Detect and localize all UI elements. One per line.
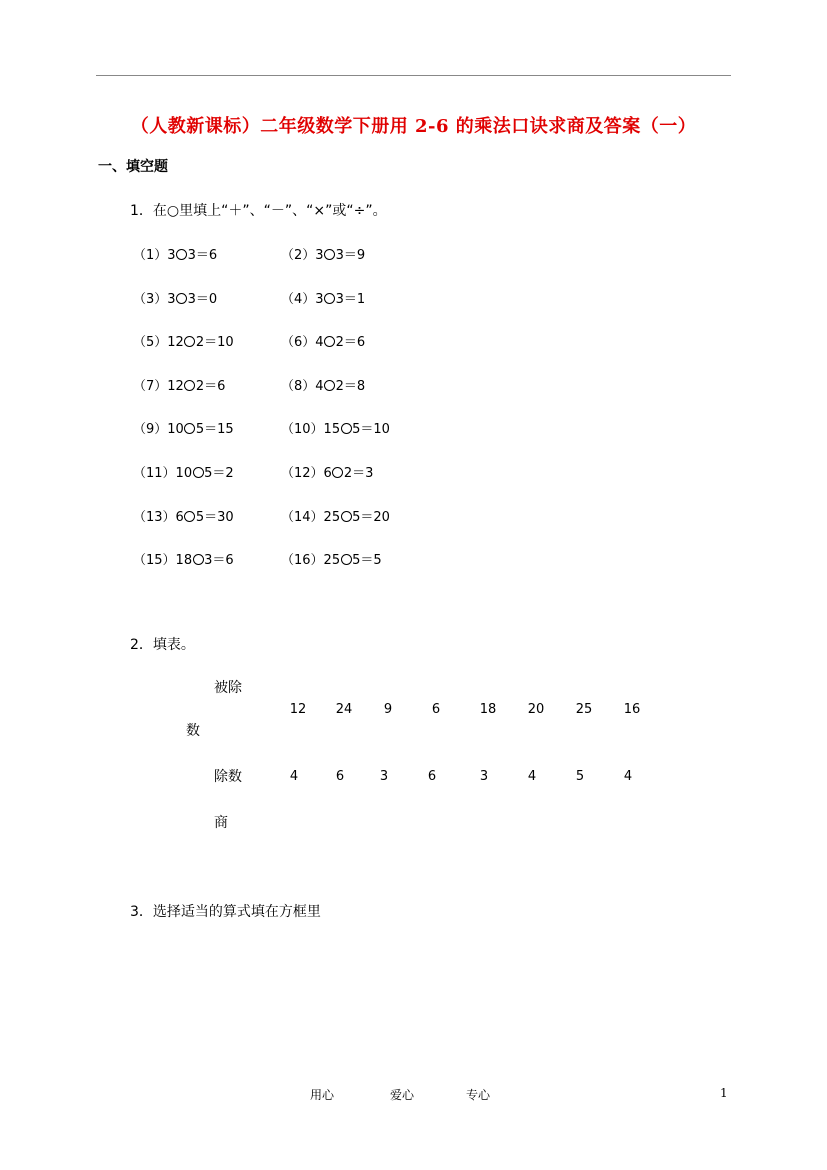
operand-left: 4 (315, 335, 324, 350)
divisor-cell: 3 (479, 769, 489, 784)
operand-right-result: 2＝3 (343, 466, 374, 481)
item-number: （7） (133, 379, 168, 394)
dividend-cell: 18 (479, 702, 497, 717)
footer-text-3: 专心 (466, 1088, 491, 1102)
exercise-item (281, 375, 365, 394)
exercise-item (133, 288, 217, 307)
exercise-item (133, 418, 234, 437)
item-number: （8） (281, 379, 316, 394)
quotient-label: 商 (214, 815, 228, 831)
page-number: 1 (720, 1086, 728, 1100)
item-number: （11） (133, 466, 176, 481)
operand-right-result: 3＝9 (335, 248, 366, 263)
exercise-item (133, 375, 225, 394)
exercise-item (281, 462, 373, 481)
exercise-item (133, 331, 234, 350)
operator-circle[interactable] (176, 249, 187, 260)
operand-right-result: 2＝8 (335, 379, 366, 394)
question-2: 2．填表。 (130, 637, 195, 653)
item-number: （9） (133, 422, 168, 437)
operand-right-result: 5＝20 (352, 510, 390, 525)
exercise-item (133, 244, 217, 263)
operand-left: 3 (167, 248, 176, 263)
exercise-item (281, 418, 390, 437)
item-number: （3） (133, 292, 168, 307)
dividend-cell: 20 (527, 702, 545, 717)
dividend-cell: 6 (431, 702, 441, 717)
operand-left: 25 (323, 553, 341, 568)
exercise-item (133, 462, 234, 481)
exercise-item (281, 506, 390, 525)
divisor-cell: 3 (379, 769, 389, 784)
dividend-label-cont: 数 (186, 723, 200, 739)
operand-right-result: 5＝5 (352, 553, 382, 568)
operand-left: 10 (175, 466, 193, 481)
operator-circle[interactable] (324, 336, 335, 347)
dividend-cell: 16 (623, 702, 641, 717)
exercise-item (281, 549, 382, 568)
operand-left: 3 (315, 292, 324, 307)
operand-left: 25 (323, 510, 341, 525)
operand-left: 18 (175, 553, 193, 568)
question-3: 3．选择适当的算式填在方框里 (130, 904, 321, 920)
document-title: （人教新课标）二年级数学下册用 2-6 的乘法口诀求商及答案（一） (130, 116, 697, 137)
divisor-cell: 4 (289, 769, 299, 784)
operand-right-result: 3＝6 (187, 248, 218, 263)
item-number: （1） (133, 248, 168, 263)
item-number: （14） (281, 510, 324, 525)
operand-left: 3 (167, 292, 176, 307)
operand-left: 10 (167, 422, 184, 437)
exercise-item (281, 331, 365, 350)
operator-circle[interactable] (184, 336, 195, 347)
dividend-cell: 9 (383, 702, 393, 717)
exercise-item (281, 288, 365, 307)
divisor-label: 除数 (214, 769, 242, 785)
divisor-cell: 5 (575, 769, 585, 784)
item-number: （2） (281, 248, 316, 263)
dividend-cell: 12 (289, 702, 307, 717)
operator-circle[interactable] (184, 380, 195, 391)
item-number: （13） (133, 510, 176, 525)
footer-text-1: 用心 (310, 1088, 335, 1102)
operand-right-result: 2＝10 (195, 335, 234, 350)
section-heading: 一、填空题 (98, 159, 168, 175)
operand-right-result: 5＝10 (352, 422, 390, 437)
operator-circle[interactable] (184, 511, 195, 522)
operand-right-result: 5＝30 (195, 510, 234, 525)
divisor-cell: 6 (335, 769, 345, 784)
operand-left: 4 (315, 379, 324, 394)
operand-right-result: 2＝6 (195, 379, 226, 394)
divisor-cell: 4 (623, 769, 633, 784)
operand-left: 3 (315, 248, 324, 263)
operator-circle[interactable] (176, 293, 187, 304)
exercise-item (281, 244, 365, 263)
divisor-cell: 4 (527, 769, 537, 784)
operand-left: 15 (323, 422, 341, 437)
operator-circle[interactable] (341, 554, 352, 565)
operand-right-result: 2＝6 (335, 335, 366, 350)
operand-right-result: 3＝1 (335, 292, 366, 307)
operand-right-result: 3＝0 (187, 292, 218, 307)
operator-circle[interactable] (341, 423, 352, 434)
header-rule (96, 75, 731, 76)
divisor-cell: 6 (427, 769, 437, 784)
footer-text-2: 爱心 (390, 1088, 415, 1102)
operator-circle[interactable] (324, 380, 335, 391)
operand-left: 12 (167, 379, 184, 394)
item-number: （10） (281, 422, 324, 437)
operator-circle[interactable] (193, 467, 204, 478)
operand-left: 6 (323, 466, 332, 481)
operator-circle[interactable] (324, 249, 335, 260)
item-number: （15） (133, 553, 176, 568)
operand-right-result: 5＝2 (204, 466, 234, 481)
operand-left: 6 (175, 510, 184, 525)
operator-circle[interactable] (193, 554, 204, 565)
item-number: （4） (281, 292, 316, 307)
operator-circle[interactable] (341, 511, 352, 522)
dividend-label: 被除 (214, 680, 242, 696)
operator-circle[interactable] (332, 467, 343, 478)
operator-circle[interactable] (324, 293, 335, 304)
exercise-item (133, 506, 234, 525)
operand-right-result: 3＝6 (204, 553, 234, 568)
item-number: （6） (281, 335, 316, 350)
question-1: 1．在○里填上“＋”、“－”、“×”或“÷”。 (130, 203, 387, 219)
operand-left: 12 (167, 335, 184, 350)
operator-circle[interactable] (184, 423, 195, 434)
item-number: （5） (133, 335, 168, 350)
item-number: （16） (281, 553, 324, 568)
exercise-item (133, 549, 234, 568)
item-number: （12） (281, 466, 324, 481)
dividend-cell: 25 (575, 702, 593, 717)
operand-right-result: 5＝15 (195, 422, 234, 437)
dividend-cell: 24 (335, 702, 353, 717)
